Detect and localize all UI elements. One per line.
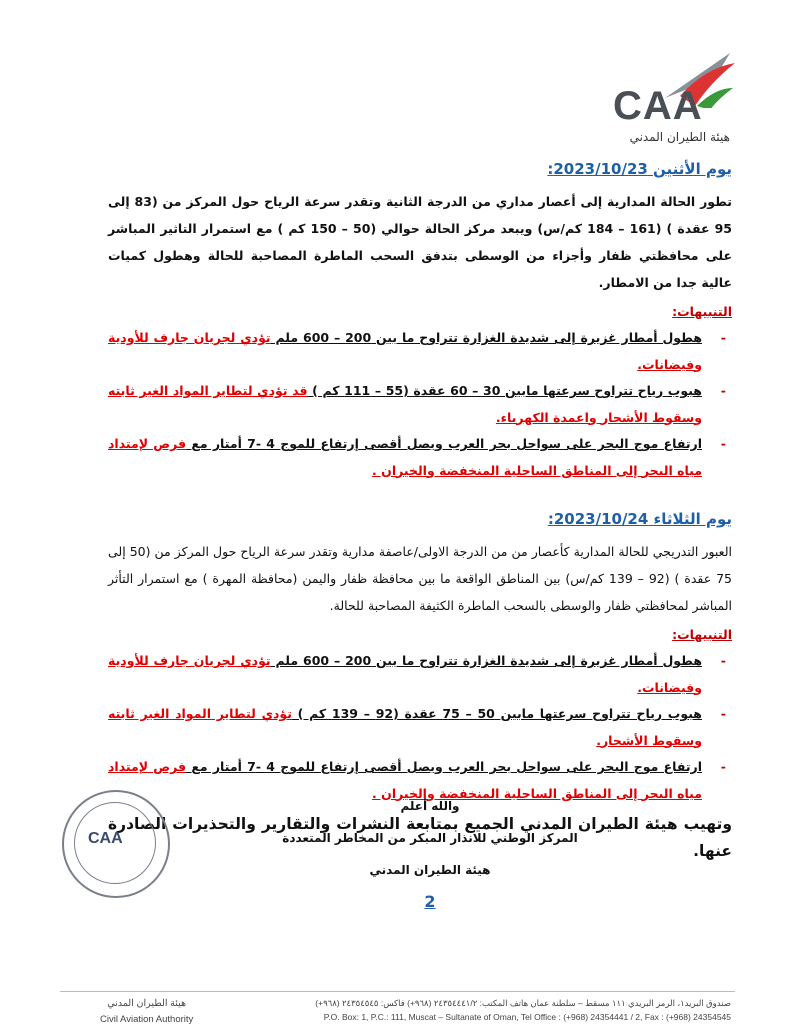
signature-line-2: المركز الوطني للانذار المبكر من المخاطر المتعددة: [282, 831, 578, 845]
warning-text: هبوب رياح تتراوح سرعتها مابين 30 – 60 عقدة (55 – 111 كم ): [307, 383, 702, 398]
logo-text: CAA: [613, 84, 703, 128]
section-day-1: [108, 156, 732, 484]
warning-item: - هبوب رياح تتراوح سرعتها مابين 30 – 60 عقدة (55 – 111 كم ) قد تؤدي لتطاير المواد الغير ثابته وسقوط الأشجار واعمدة الكهرباء.: [108, 383, 726, 425]
warning-item: - هطول أمطار غزيرة إلى شديدة الغزارة تتراوح ما بين 200 – 600 ملم تؤدي لجريان جارف للأودية وفيضانات.: [108, 330, 726, 372]
stamp-text: CAA: [88, 830, 123, 847]
signature-line-1: والله أعلم: [400, 799, 460, 813]
footer-org-ar: هيئة الطيران المدني: [107, 998, 187, 1009]
section-heading: يوم الأثنين 2023/10/23:: [547, 160, 732, 178]
footer-address-ar: صندوق البريد١، الرمز البريدي ١١١ مسقط – سلطنة عمان هاتف المكتب: ٢٤٣٥٤٤٤١/٢ (٩٦٨+) فاكس: ٢٤٣٥٤٥٤٥ (٩٦٨+): [315, 998, 731, 1008]
footer-address-en: P.O. Box: 1, P.C.: 111, Muscat – Sultanate of Oman, Tel Office : (+968) 24354441 / 2, Fax : (+968) 24354545: [323, 1012, 731, 1022]
warnings-label: التنبيهات:: [672, 304, 732, 319]
footer-address: [315, 996, 731, 1024]
warning-impact: تؤدي لجريان جارف للأودية وفيضانات.: [108, 330, 702, 372]
footer-org-en: Civil Aviation Authority: [100, 1014, 194, 1025]
closing-statement: وتهيب هيئة الطيران المدني الجميع بمتابعة النشرات والتقارير والتحذيرات الصادرة عنها.: [108, 815, 732, 860]
warnings-list: [108, 325, 732, 484]
warning-text: ارتفاع موج البحر على سواحل بحر العرب ويصل أقصى إرتفاع للموج 4 -7 أمتار مع: [186, 759, 702, 774]
warning-text: هطول أمطار غزيرة إلى شديدة الغزارة تتراوح ما بين 200 – 600 ملم: [270, 653, 702, 668]
warning-text: ارتفاع موج البحر على سواحل بحر العرب ويصل أقصى إرتفاع للموج 4 -7 أمتار مع: [186, 436, 702, 451]
footer-divider: [60, 991, 735, 992]
caa-logo: [605, 48, 740, 143]
signature-block: [240, 790, 620, 919]
section-heading: يوم الثلاثاء 2023/10/24:: [547, 510, 732, 528]
page-number: 2: [424, 892, 436, 911]
section-day-2: [108, 506, 732, 807]
signature-line-3: هيئة الطيران المدني: [369, 863, 491, 877]
footer-org: [100, 996, 193, 1028]
warnings-label: التنبيهات:: [672, 627, 732, 642]
warning-item: - ارتفاع موج البحر على سواحل بحر العرب ويصل أقصى إرتفاع للموج 4 -7 أمتار مع فرص لإمتداد مياه البحر إلى المناطق الساحلية المنخفضة والخيران .: [108, 759, 726, 801]
warning-impact: تؤدي لتطاير المواد الغير ثابته وسقوط الأشجار.: [108, 706, 702, 748]
warning-impact: قد تؤدي لتطاير المواد الغير ثابته وسقوط الأشجار واعمدة الكهرباء.: [108, 383, 702, 425]
section-paragraph: تطور الحالة المدارية إلى أعصار مداري من الدرجة الثانية وتقدر سرعة الرياح حول المركز من (83 إلى 95 عقدة ) (161 – 184 كم/س) ويبعد مركز الحالة حوالي (50 – 150 كم ) مع استمرار التاثير المباشر على محافظتي ظفار وأجزاء من الوسطى بتدفق السحب الماطرة المصاحبة للحالة وهطول كميات عالية جدا من الامطار.: [108, 194, 732, 290]
warning-impact: فرص لإمتداد مياه البحر إلى المناطق الساحلية المنخفضة والخيران .: [108, 436, 702, 478]
official-stamp: [62, 790, 170, 898]
warning-impact: فرص لإمتداد مياه البحر إلى المناطق الساحلية المنخفضة والخيران .: [108, 759, 702, 801]
document-body: [108, 156, 732, 865]
section-paragraph: العبور التدريجي للحالة المدارية كأعصار من من الدرجة الاولى/عاصفة مدارية وتقدر سرعة الرياح حول المركز من (50 إلى 75 عقدة ) (92 – 139 كم/س) بين المناطق الواقعة ما بين محافظة ظفار واليمن (محافظة المهرة ) مع استمرار التأثر المباشر لمحافظتي ظفار والوسطى بالسحب الماطرة الكثيفة المصاحبة للحالة.: [108, 544, 733, 613]
warnings-list: [108, 648, 732, 807]
warning-item: - هبوب رياح تتراوح سرعتها مابين 50 – 75 عقدة (92 – 139 كم ) تؤدي لتطاير المواد الغير ثابته وسقوط الأشجار.: [108, 706, 726, 748]
warning-text: هبوب رياح تتراوح سرعتها مابين 50 – 75 عقدة (92 – 139 كم ): [291, 706, 702, 721]
warning-text: هطول أمطار غزيرة إلى شديدة الغزارة تتراوح ما بين 200 – 600 ملم: [270, 330, 702, 345]
warning-impact: تؤدي لجريان جارف للأودية وفيضانات.: [108, 653, 702, 695]
warning-item: - هطول أمطار غزيرة إلى شديدة الغزارة تتراوح ما بين 200 – 600 ملم تؤدي لجريان جارف للأودية وفيضانات.: [108, 653, 726, 695]
logo-arabic: هيئة الطيران المدني: [629, 130, 730, 144]
warning-item: - ارتفاع موج البحر على سواحل بحر العرب ويصل أقصى إرتفاع للموج 4 -7 أمتار مع فرص لإمتداد مياه البحر إلى المناطق الساحلية المنخفضة والخيران .: [108, 436, 726, 478]
